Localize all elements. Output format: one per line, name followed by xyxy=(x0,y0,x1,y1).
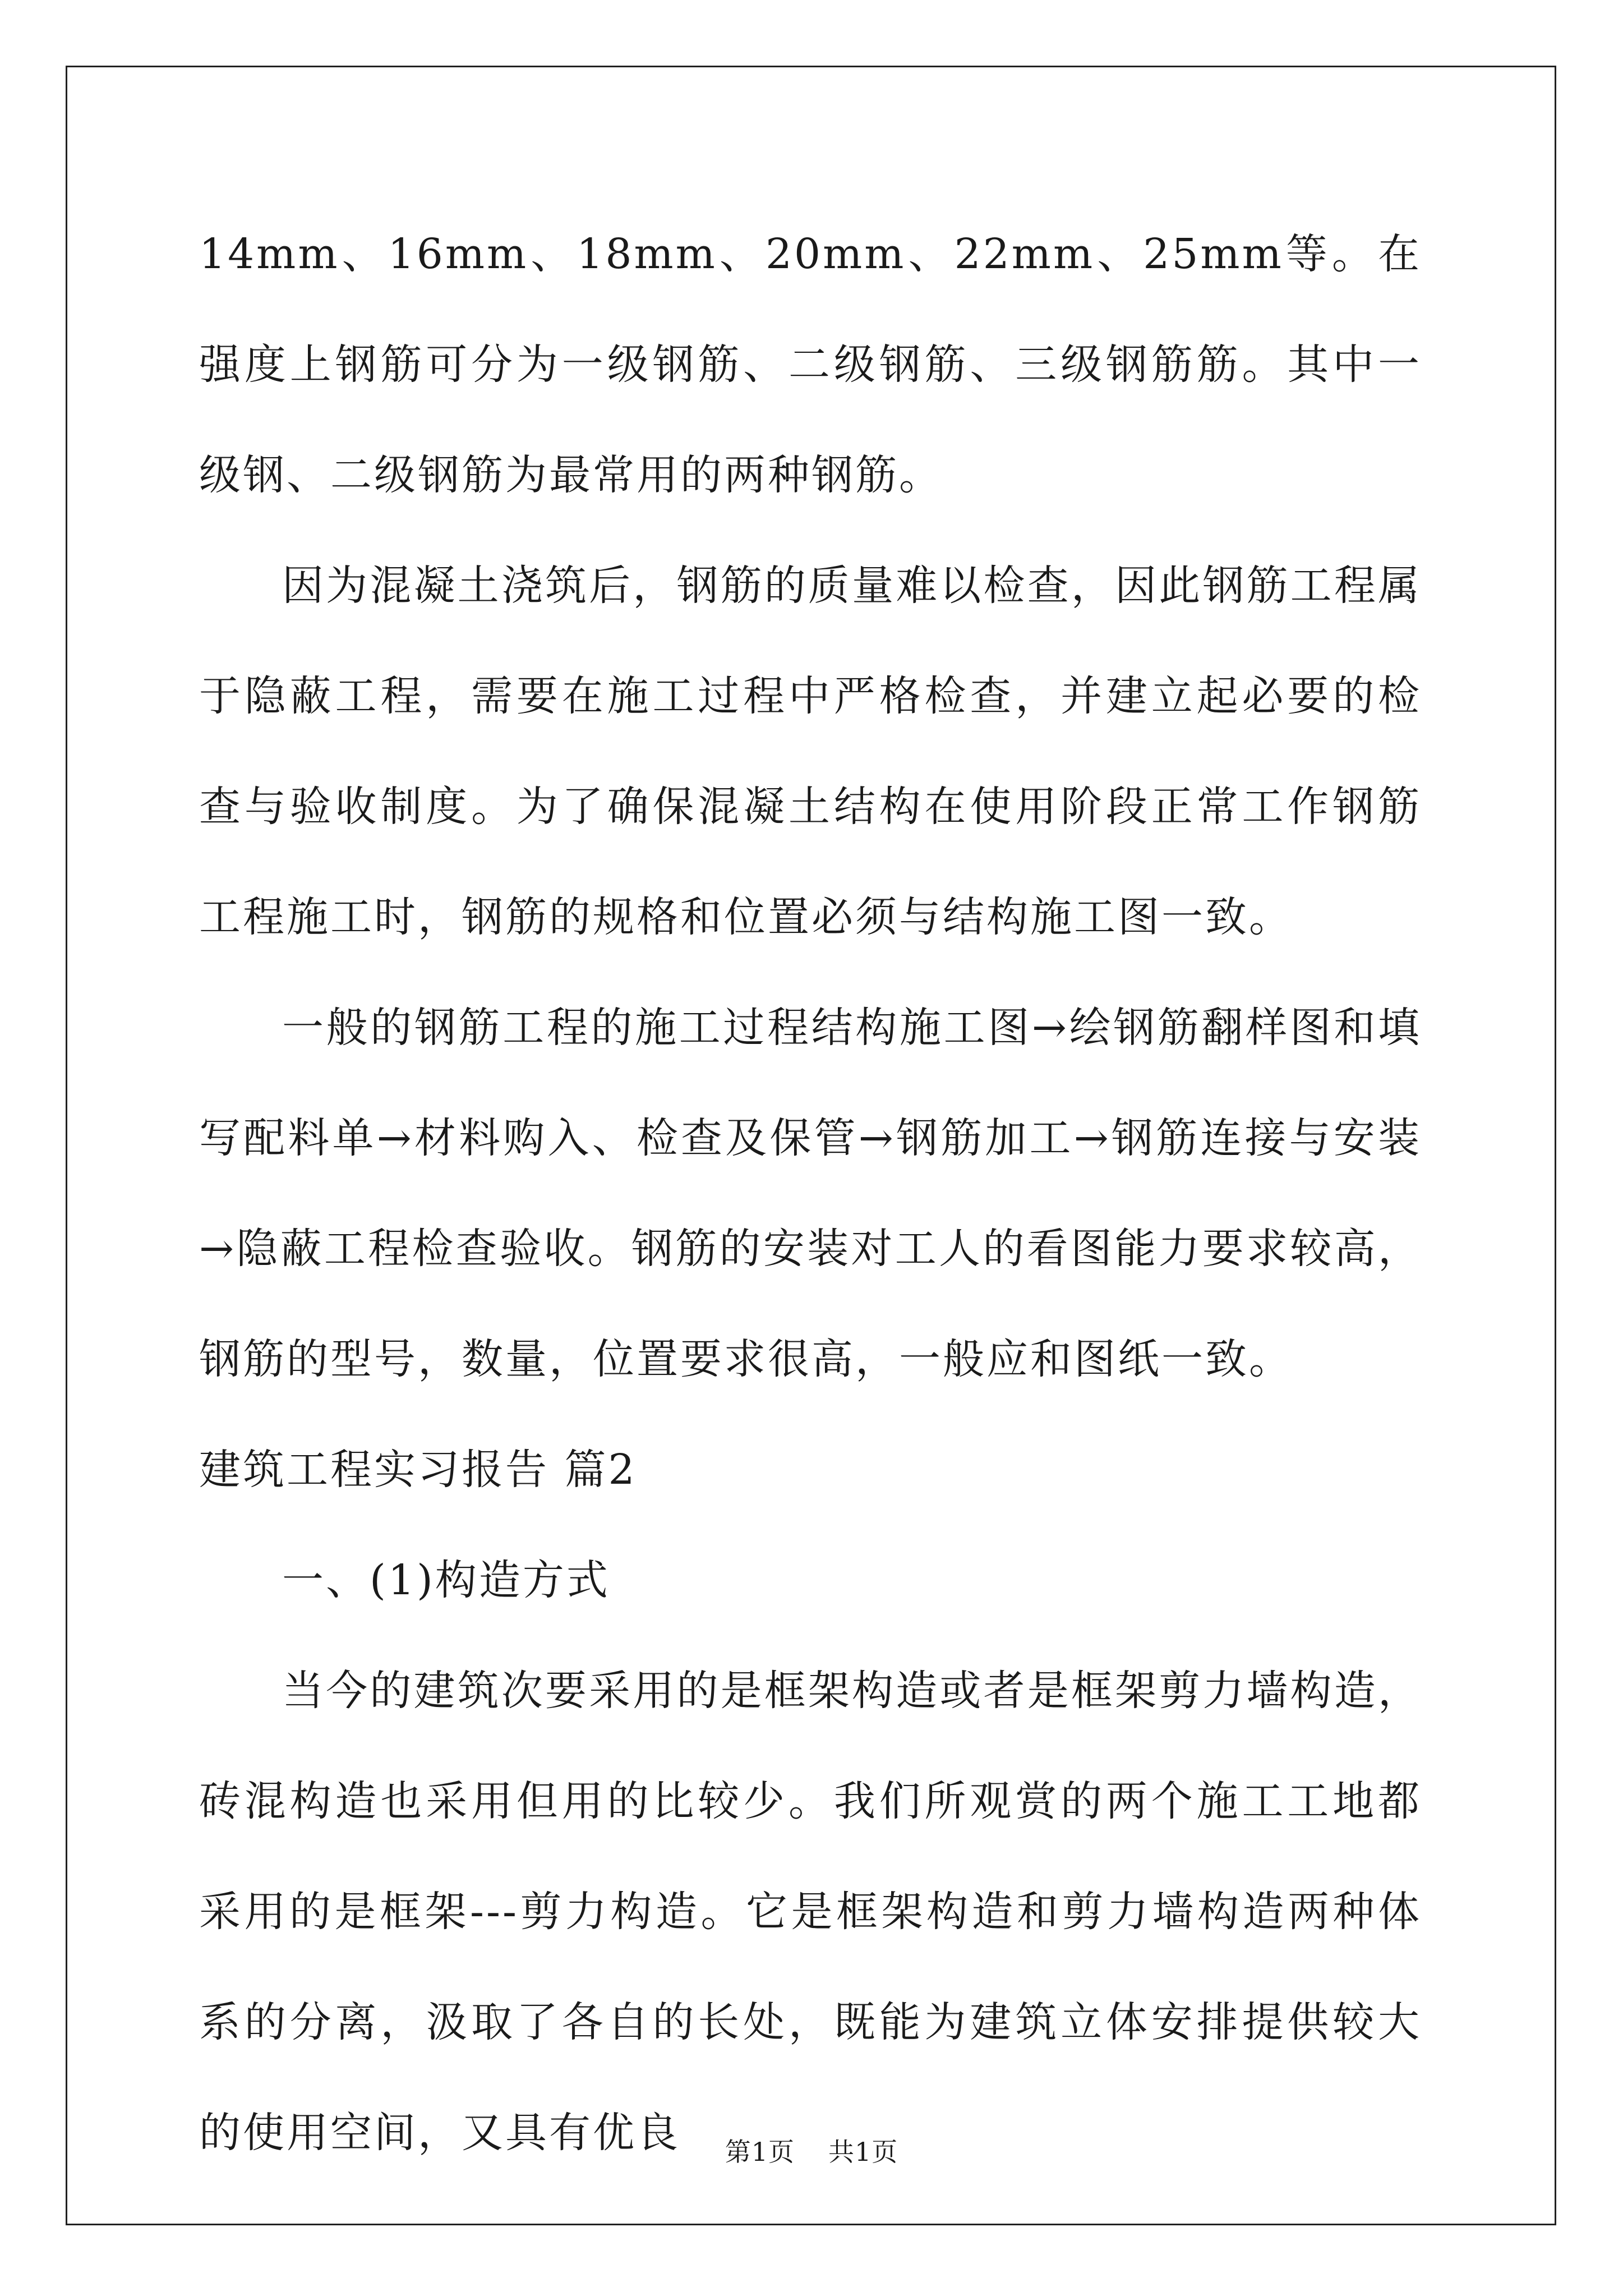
paragraph: 一般的钢筋工程的施工过程结构施工图→绘钢筋翻样图和填写配料单→材料购入、检查及保管→钢筋加工→钢筋连接与安装→隐蔽工程检查验收。钢筋的安装对工人的看图能力要求较高，钢筋的型号，数量，位置要求很高，一般应和图纸一致。 xyxy=(199,1004,1422,1383)
paragraph: 当今的建筑次要采用的是框架构造或者是框架剪力墙构造，砖混构造也采用但用的比较少。我们所观赏的两个施工工地都采用的是框架---剪力构造。它是框架构造和剪力墙构造两种体系的分离，汲取了各自的长处，既能为建筑立体安排提供较大的使用空间，又具有优良 xyxy=(199,1667,1422,2157)
subsection-heading: 一、(1)构造方式 xyxy=(282,1556,610,1604)
page-footer xyxy=(0,2132,1623,2169)
paragraph: 因为混凝土浇筑后，钢筋的质量难以检查，因此钢筋工程属于隐蔽工程，需要在施工过程中严格检查，并建立起必要的检查与验收制度。为了确保混凝土结构在使用阶段正常工作钢筋工程施工时，钢筋的规格和位置必须与结构施工图一致。 xyxy=(199,562,1422,941)
document-body xyxy=(199,199,1422,2188)
page-total: 共1页 xyxy=(828,2137,898,2167)
page-number: 第1页 xyxy=(725,2137,795,2167)
paragraph: 14mm、16mm、18mm、20mm、22mm、25mm等。在强度上钢筋可分为一级钢筋、二级钢筋、三级钢筋筋。其中一级钢、二级钢筋为最常用的两种钢筋。 xyxy=(199,230,1422,499)
section-heading: 建筑工程实习报告 篇2 xyxy=(199,1446,637,1494)
